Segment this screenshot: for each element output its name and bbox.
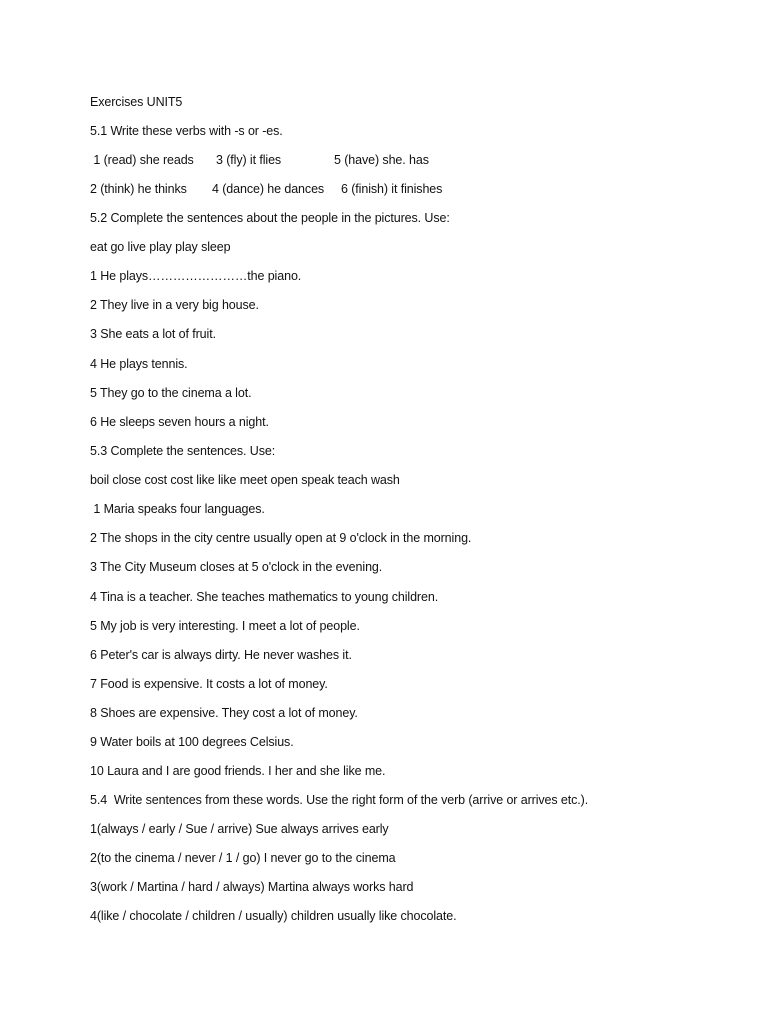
ex3-item: 6 Peter's car is always dirty. He never washes it. <box>90 648 352 662</box>
ex3-word-list: boil close cost cost like like meet open speak teach wash <box>90 473 400 487</box>
ex1-answer-1: 1 (read) she reads <box>90 153 194 167</box>
ex3-item: 7 Food is expensive. It costs a lot of money. <box>90 677 328 691</box>
ex3-item: 2 The shops in the city centre usually open at 9 o'clock in the morning. <box>90 531 472 545</box>
ex4-item: 1(always / early / Sue / arrive) Sue always arrives early <box>90 822 389 836</box>
exercise-5-1-heading: 5.1 Write these verbs with -s or -es. <box>90 124 283 138</box>
ex1-answer-2: 2 (think) he thinks <box>90 182 187 196</box>
exercise-5-2-heading: 5.2 Complete the sentences about the people in the pictures. Use: <box>90 211 450 225</box>
ex2-word-list: eat go live play play sleep <box>90 240 231 254</box>
ex1-answer-3: 3 (fly) it flies <box>216 153 282 167</box>
ex2-item: 5 They go to the cinema a lot. <box>90 386 252 400</box>
ex4-item: 3(work / Martina / hard / always) Martina always works hard <box>90 880 414 894</box>
ex3-item: 3 The City Museum closes at 5 o'clock in the evening. <box>90 560 383 574</box>
page-title: Exercises UNIT5 <box>90 95 183 109</box>
ex3-item: 5 My job is very interesting. I meet a lot of people. <box>90 619 360 633</box>
ex2-item: 4 He plays tennis. <box>90 357 188 371</box>
ex2-item: 1 He plays……………………the piano. <box>90 269 302 283</box>
ex2-item: 3 She eats a lot of fruit. <box>90 327 216 341</box>
ex3-item: 8 Shoes are expensive. They cost a lot of money. <box>90 706 358 720</box>
ex2-item: 6 He sleeps seven hours a night. <box>90 415 269 429</box>
ex3-item: 1 Maria speaks four languages. <box>90 502 265 516</box>
ex3-item: 4 Tina is a teacher. She teaches mathematics to young children. <box>90 590 439 604</box>
ex3-item: 10 Laura and I are good friends. I her and she like me. <box>90 764 386 778</box>
ex3-item: 9 Water boils at 100 degrees Celsius. <box>90 735 294 749</box>
exercise-5-3-heading: 5.3 Complete the sentences. Use: <box>90 444 276 458</box>
ex1-answer-5: 5 (have) she. has <box>334 153 429 167</box>
exercise-5-4-heading: 5.4 Write sentences from these words. Use the right form of the verb (arrive or arrives etc.). <box>90 793 589 807</box>
ex1-answer-6: 6 (finish) it finishes <box>341 182 443 196</box>
ex1-answer-4: 4 (dance) he dances <box>212 182 325 196</box>
ex2-item: 2 They live in a very big house. <box>90 298 259 312</box>
ex4-item: 2(to the cinema / never / 1 / go) I never go to the cinema <box>90 851 396 865</box>
ex4-item: 4(like / chocolate / children / usually) children usually like chocolate. <box>90 909 457 923</box>
